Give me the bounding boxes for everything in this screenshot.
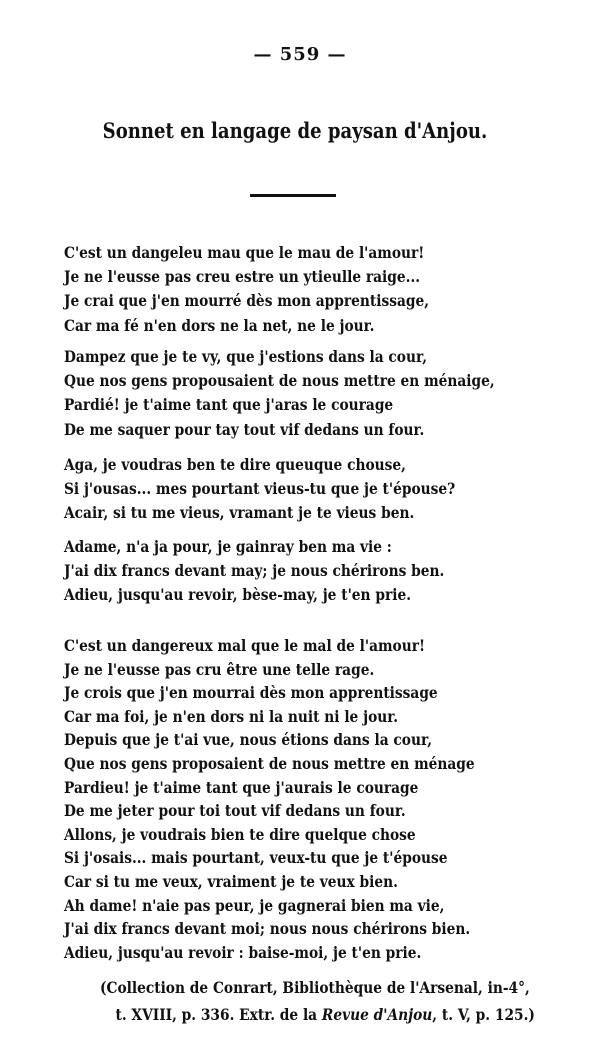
stanza-4 [64,535,506,608]
stanza-2 [64,345,565,442]
translation-line: Pardieu! je t'aime tant que j'aurais le courage [64,777,419,797]
citation-line-1: (Collection de Conrart, Bibliothèque de l'Arsenal, in-4°, [100,978,530,997]
translation-line: Ah dame! n'aie pas peur, je gagnerai bien ma vie, [64,895,445,915]
sonnet-title: Sonnet en langage de paysan d'Anjou. [102,118,488,143]
translation-line: Je ne l'eusse pas cru être une telle rage. [64,659,375,679]
translation-line: Je crois que j'en mourrai dès mon apprentissage [64,683,438,703]
translation-line: J'ai dix francs devant moi; nous nous chérirons bien. [64,919,471,939]
stanza-1 [64,241,489,338]
verse-line: Aga, je voudras ben te dire queuque chouse, [64,455,406,474]
translation-line: Que nos gens proposaient de nous mettre en ménage [64,753,475,773]
verse-line: J'ai dix francs devant may; je nous chérirons ben. [64,561,445,581]
verse-line: Acair, si tu me vieus, vramant je te vieus ben. [64,503,415,523]
translation-line: Car ma foi, je n'en dors ni la nuit ni le jour. [64,706,399,726]
journal-title: Revue d'Anjou [321,1005,433,1024]
citation-line-2 [100,1001,535,1028]
page-number: — 559 — [253,44,347,65]
verse-line: Je ne l'eusse pas creu estre un ytieulle raige... [64,267,421,287]
verse-line: Adieu, jusqu'au revoir, bèse-may, je t'en prie. [64,585,411,605]
verse-line: De me saquer pour tay tout vif dedans un four. [64,419,425,439]
verse-line: Que nos gens propousaient de nous mettre en ménaige, [64,371,495,391]
translation-line: C'est un dangereux mal que le mal de l'amour! [64,636,426,655]
verse-line: Car ma fé n'en dors ne la net, ne le jour. [64,315,375,335]
translation-block [64,634,542,964]
verse-line: C'est un dangeleu mau que le mau de l'amour! [64,243,425,262]
source-citation [100,974,600,1028]
stanza-3 [64,453,519,526]
verse-line: Si j'ousas... mes pourtant vieus-tu que je t'épouse? [64,479,456,499]
translation-line: Depuis que je t'ai vue, nous étions dans la cour, [64,730,432,750]
verse-line: Adame, n'a ja pour, je gainray ben ma vie : [64,537,392,556]
translation-line: Si j'osais... mais pourtant, veux-tu que je t'épouse [64,848,448,868]
translation-line: De me jeter pour toi tout vif dedans un four. [64,801,406,821]
title-divider [250,194,336,197]
translation-line: Allons, je voudrais bien te dire quelque chose [64,824,416,844]
citation-suffix: , t. V, p. 125.) [432,1005,535,1024]
translation-line: Adieu, jusqu'au revoir : baise-moi, je t'en prie. [64,942,422,962]
translation-line: Car si tu me veux, vraiment je te veux bien. [64,871,398,891]
verse-line: Je crai que j'en mourré dès mon apprentissage, [64,291,430,311]
verse-line: Pardié! je t'aime tant que j'aras le courage [64,395,394,415]
citation-prefix: t. XVIII, p. 336. Extr. de la [115,1005,322,1024]
verse-line: Dampez que je te vy, que j'estions dans la cour, [64,347,428,366]
